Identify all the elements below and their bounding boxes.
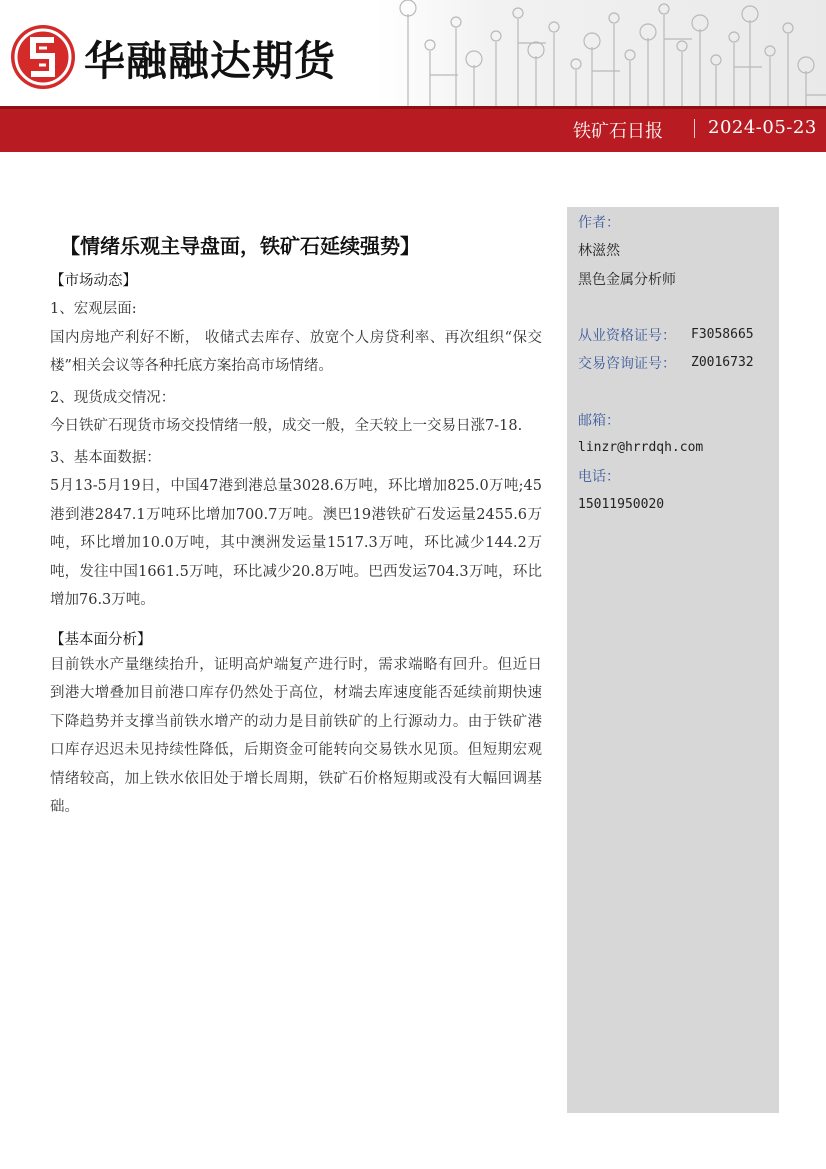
author-label: 作者：	[578, 215, 620, 231]
report-date: 2024-05-23	[708, 117, 817, 138]
consult-label: 交易咨询证号：	[578, 356, 676, 372]
spot-heading: 2、现货成交情况：	[50, 389, 176, 406]
title-band	[0, 106, 826, 152]
report-name: 铁矿石日报	[573, 121, 663, 142]
band-divider	[694, 119, 695, 138]
analysis-text: 目前铁水产量继续抬升，证明高炉端复产进行时，需求端略有回升。但近日到港大增叠加目前港口库存仍然处于高位，材端去库速度能否延续前期快速下降趋势并支撑当前铁水增产的动力是目前铁矿的上行源动力。由于铁矿港口库存迟迟未见持续性降低，后期资金可能转向交易铁水见顶。但短期宏观情绪较高，加上铁水依旧处于增长周期，铁矿石价格短期或没有大幅回调基础。	[50, 656, 542, 815]
consult-number: Z0016732	[691, 355, 754, 370]
article	[50, 230, 542, 822]
circuit-decoration	[378, 0, 826, 106]
header-banner	[0, 0, 826, 106]
author-title: 黑色金属分析师	[578, 272, 676, 288]
email-address[interactable]: linzr@hrrdqh.com	[578, 440, 704, 455]
fundamentals-data-text: 5月13-5月19日，中国47港到港总量3028.6万吨，环比增加825.0万吨;45港到港2847.1万吨环比增加700.7万吨。澳巴19港铁矿石发运量2455.6万吨，环比增加10.0万吨，其中澳洲发运量1517.3万吨，环比减少144.2万吨，发往中国1661.5万吨，环比减少20.8万吨。巴西发运704.3万吨，环比增加76.3万吨。	[50, 478, 542, 608]
macro-heading: 1、宏观层面:	[50, 301, 137, 317]
spot-text: 今日铁矿石现货市场交投情绪一般，成交一般，全天较上一交易日涨7-18.	[50, 418, 523, 434]
company-logo-icon	[9, 23, 77, 91]
phone-number: 15011950020	[578, 497, 665, 512]
author-sidebar	[567, 207, 779, 1113]
report-header	[0, 0, 826, 152]
qualification-label: 从业资格证号：	[578, 328, 676, 344]
fundamentals-data-heading: 3、基本面数据：	[50, 449, 161, 466]
article-title: 【情绪乐观主导盘面，铁矿石延续强势】	[60, 234, 420, 258]
company-name: 华融融达期货	[84, 37, 336, 85]
author-name: 林滋然	[578, 243, 620, 259]
email-label: 邮箱：	[578, 413, 620, 429]
phone-label: 电话：	[578, 469, 620, 485]
macro-text: 国内房地产利好不断， 收储式去库存、放宽个人房贷利率、再次组织“保交楼”相关会议等各种托底方案抬高市场情绪。	[50, 329, 542, 374]
market-section-heading: 【市场动态】	[50, 273, 137, 289]
qualification-number: F3058665	[691, 327, 754, 342]
analysis-section-heading: 【基本面分析】	[50, 631, 152, 648]
